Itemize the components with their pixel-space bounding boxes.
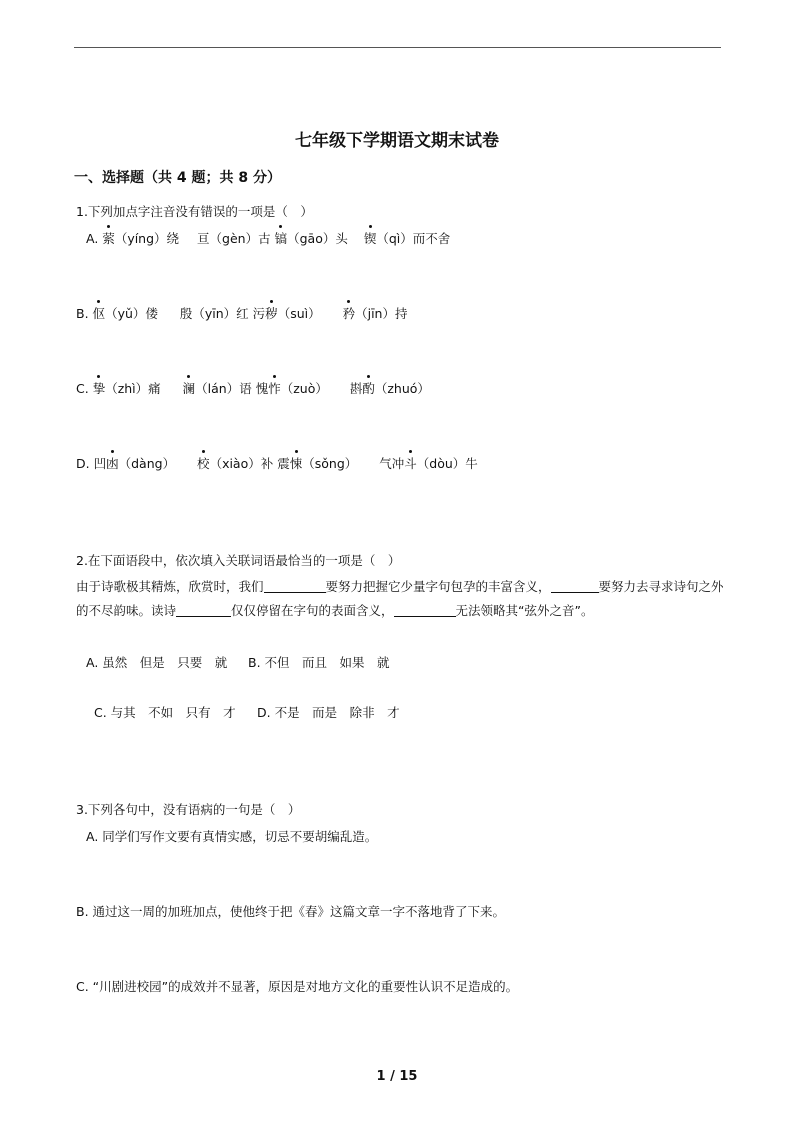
pinyin-text: （dàng） [118, 456, 176, 471]
dotted-char: 矜 [342, 306, 356, 321]
question-1-stem: 1.下列加点字注音没有错误的一项是（ ） [76, 204, 313, 219]
passage-text: 无法领略其“弦外之音”。 [455, 603, 594, 618]
passage-text: 由于诗歌极其精炼，欣赏时，我们 [76, 579, 264, 594]
pinyin-text: （zhuó） [374, 381, 430, 396]
plain-char: 污 [252, 306, 266, 321]
page-title: 七年级下学期语文期末试卷 [295, 131, 499, 151]
dotted-char: 斗 [404, 456, 417, 471]
dotted-char: 悚 [289, 456, 303, 471]
fill-blank-2[interactable] [551, 579, 599, 593]
pinyin-text: （xiào）补 [209, 456, 274, 471]
question-3-option-b[interactable]: B. 通过这一周的加班加点，使他终于把《春》这篇文章一字不落地背了下来。 [76, 904, 506, 919]
question-2-passage [76, 575, 726, 623]
page-indicator: 1 / 15 [376, 1069, 418, 1084]
header-rule [74, 47, 721, 48]
plain-char: 震 [277, 456, 290, 471]
question-2-stem: 2.在下面语段中，依次填入关联词语最恰当的一项是（ ） [76, 553, 401, 568]
pinyin-text: （lán）语 [195, 381, 252, 396]
question-3-option-c[interactable]: C. “川剧进校园”的成效并不显著，原因是对地方文化的重要性认识不足造成的。 [76, 979, 519, 994]
dotted-char: 萦 [102, 231, 115, 246]
fill-blank-4[interactable] [394, 603, 456, 617]
plain-char: 愧 [255, 381, 269, 396]
pinyin-text: （suì） [277, 306, 321, 321]
option-label: A. [86, 231, 99, 246]
plain-char: 斟 [349, 381, 363, 396]
passage-text: 要努力去寻求诗句之外的不尽韵味。读诗 [76, 579, 724, 618]
passage-text: 要努力把握它少量字句包孕的丰富含义， [325, 579, 551, 594]
fill-blank-1[interactable] [264, 579, 326, 593]
question-2-option-d[interactable]: D. 不是 而是 除非 才 [257, 705, 400, 720]
pinyin-text: （jīn）持 [355, 306, 408, 321]
pinyin-text: （dòu）牛 [416, 456, 478, 471]
pinyin-text: （sǒng） [302, 456, 358, 471]
question-3-option-a[interactable]: A. 同学们写作文要有真情实感，切忌不要胡编乱造。 [86, 829, 378, 844]
dotted-char: 锲 [363, 231, 377, 246]
question-1-option-c[interactable] [76, 379, 430, 397]
pinyin-text: （gāo）头 [287, 231, 348, 246]
plain-char: 气冲 [379, 456, 405, 471]
section-heading: 一、选择题（共 4 题；共 8 分） [74, 170, 281, 186]
dotted-char: 凼 [106, 456, 119, 471]
option-label: B. [76, 306, 89, 321]
option-label: D. [76, 456, 90, 471]
plain-char: 亘 [197, 231, 210, 246]
question-1-option-d[interactable] [76, 454, 478, 472]
plain-char: 凹 [93, 456, 107, 471]
option-label: C. [76, 381, 89, 396]
dotted-char: 镐 [274, 231, 288, 246]
pinyin-text: （zuò） [280, 381, 328, 396]
dotted-char: 挚 [92, 381, 106, 396]
question-2-option-c[interactable]: C. 与其 不如 只有 才 [94, 705, 236, 720]
pinyin-text: （yǔ）偻 [105, 306, 158, 321]
pinyin-text: （qì）而不舍 [376, 231, 451, 246]
dotted-char: 怍 [268, 381, 281, 396]
fill-blank-3[interactable] [176, 603, 231, 617]
dotted-char: 酌 [362, 381, 375, 396]
question-1-option-b[interactable] [76, 304, 407, 322]
question-1-option-a[interactable] [86, 229, 450, 247]
dotted-char: 秽 [265, 306, 278, 321]
dotted-char: 伛 [92, 306, 106, 321]
question-2-option-a[interactable]: A. 虽然 但是 只要 就 [86, 655, 228, 670]
plain-char: 殷 [179, 306, 193, 321]
pinyin-text: （zhì）痛 [105, 381, 161, 396]
passage-text: 仅仅停留在字句的表面含义， [231, 603, 394, 618]
dotted-char: 校 [197, 456, 210, 471]
pinyin-text: （gèn）古 [209, 231, 271, 246]
question-3-stem: 3.下列各句中，没有语病的一句是（ ） [76, 802, 301, 817]
dotted-char: 澜 [182, 381, 196, 396]
pinyin-text: （yíng）绕 [114, 231, 180, 246]
pinyin-text: （yīn）红 [192, 306, 249, 321]
question-2-option-b[interactable]: B. 不但 而且 如果 就 [248, 655, 390, 670]
